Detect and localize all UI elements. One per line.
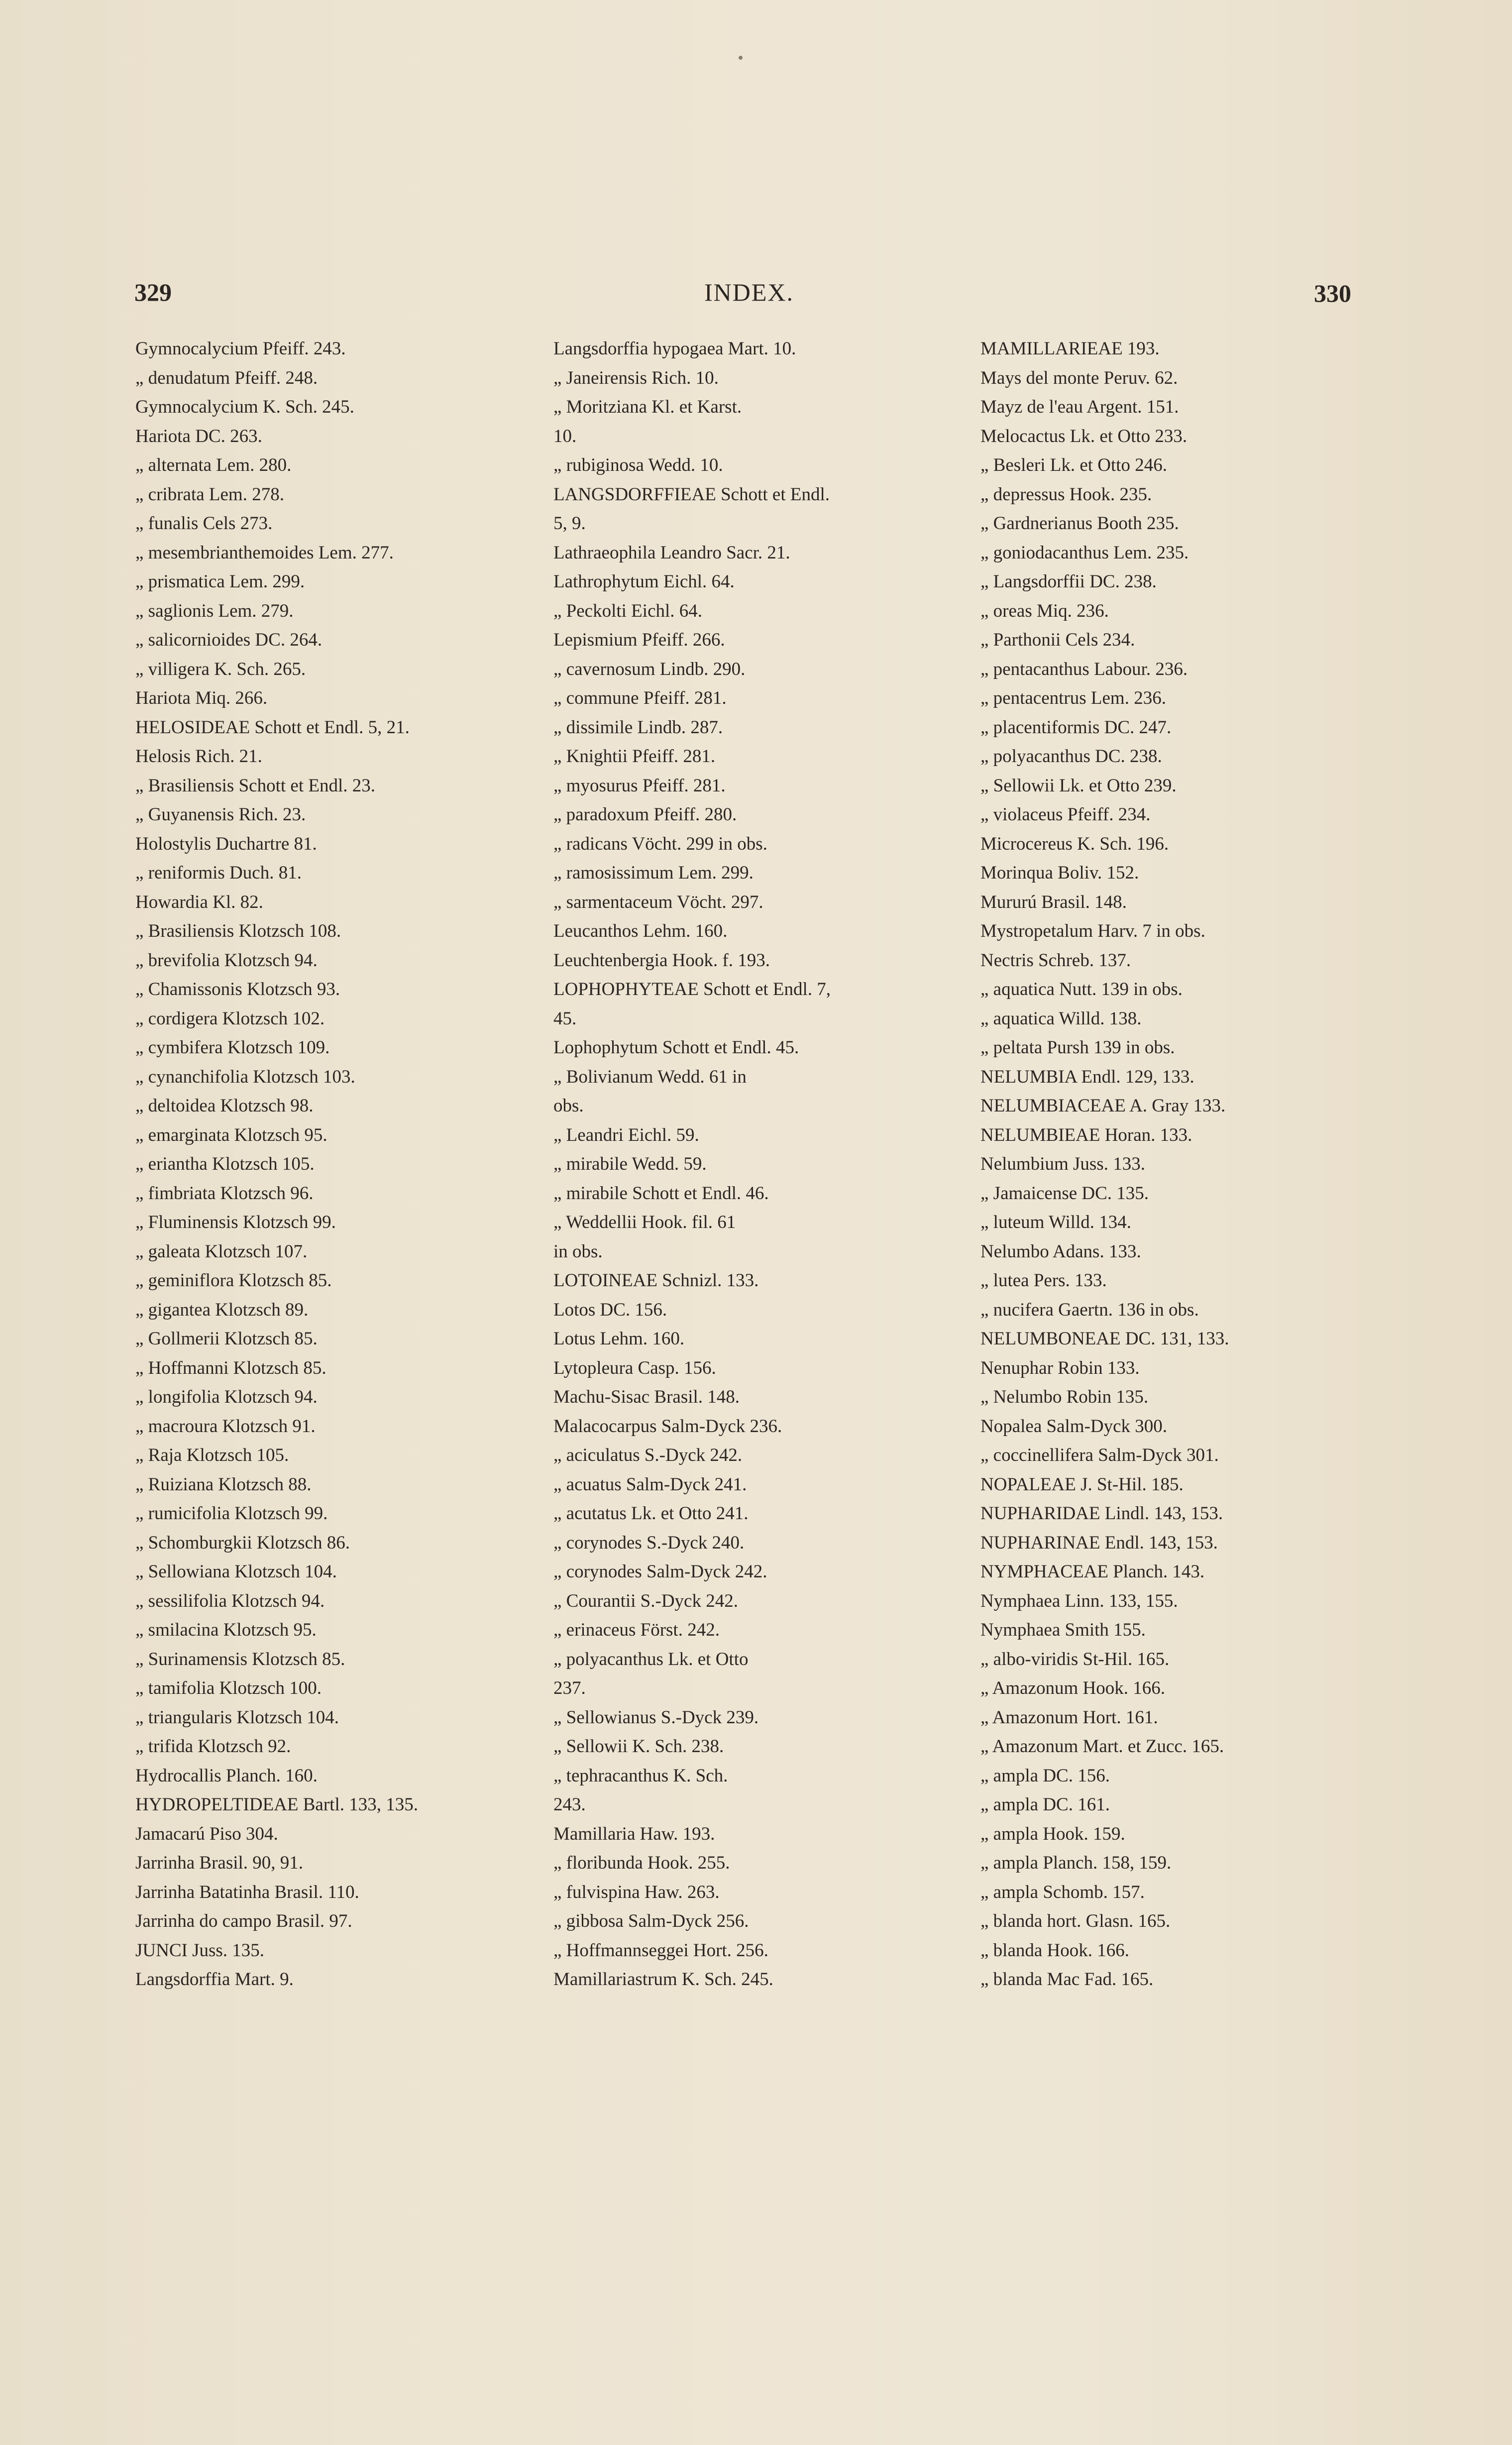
index-entry: Leuchtenbergia Hook. f. 193.: [553, 950, 770, 971]
index-entry: Jarrinha do campo Brasil. 97.: [135, 1911, 352, 1931]
index-entry: „ fimbriata Klotzsch 96.: [135, 1183, 314, 1204]
index-entry: „ triangularis Klotzsch 104.: [135, 1707, 339, 1728]
index-entry: Nelumbium Juss. 133.: [980, 1154, 1145, 1174]
index-entry: Holostylis Duchartre 81.: [135, 833, 317, 854]
index-entry: „ villigera K. Sch. 265.: [135, 659, 306, 679]
index-entry: „ acuatus Salm-Dyck 241.: [553, 1474, 747, 1495]
index-entry: „ Jamaicense DC. 135.: [980, 1183, 1149, 1204]
index-entry: „ cribrata Lem. 278.: [135, 484, 284, 505]
index-entry: „ goniodacanthus Lem. 235.: [980, 542, 1189, 563]
index-entry: „ rumicifolia Klotzsch 99.: [135, 1503, 328, 1524]
index-entry: „ Courantii S.-Dyck 242.: [553, 1590, 738, 1611]
index-entry: „ ampla Schomb. 157.: [980, 1882, 1145, 1902]
index-entry: NELUMBIEAE Horan. 133.: [980, 1124, 1192, 1145]
index-entry: „ radicans Vöcht. 299 in obs.: [553, 833, 767, 854]
index-entry: „ ampla Planch. 158, 159.: [980, 1853, 1172, 1873]
index-entry: „ cymbifera Klotzsch 109.: [135, 1037, 330, 1058]
index-entry: „ dissimile Lindb. 287.: [553, 717, 723, 738]
index-entry: „ galeata Klotzsch 107.: [135, 1241, 308, 1262]
index-entry: „ Amazonum Mart. et Zucc. 165.: [980, 1736, 1224, 1757]
index-entry: „ erinaceus Först. 242.: [553, 1620, 720, 1640]
index-entry: Helosis Rich. 21.: [135, 746, 262, 767]
index-entry: „ deltoidea Klotzsch 98.: [135, 1096, 314, 1116]
index-entry: „ Sellowiana Klotzsch 104.: [135, 1561, 337, 1582]
index-entry: Lathrophytum Eichl. 64.: [553, 571, 735, 592]
index-entry: Jamacarú Piso 304.: [135, 1823, 278, 1844]
index-entry: „ albo-viridis St-Hil. 165.: [980, 1649, 1170, 1669]
index-entry: „ ramosissimum Lem. 299.: [553, 863, 754, 883]
index-entry: „ nucifera Gaertn. 136 in obs.: [980, 1299, 1199, 1320]
index-entry: „ Ruiziana Klotzsch 88.: [135, 1474, 312, 1495]
index-entry: Lotos DC. 156.: [553, 1299, 667, 1320]
index-entry: NUPHARINAE Endl. 143, 153.: [980, 1532, 1218, 1553]
index-entry: „ Brasiliensis Schott et Endl. 23.: [135, 775, 375, 796]
index-entry: „ gibbosa Salm-Dyck 256.: [553, 1911, 749, 1931]
index-entry: HELOSIDEAE Schott et Endl. 5, 21.: [135, 717, 410, 738]
index-entry: Mamillariastrum K. Sch. 245.: [553, 1969, 773, 1990]
speck: [739, 56, 743, 60]
index-entry: „ polyacanthus Lk. et Otto: [553, 1649, 749, 1669]
index-entry: „ blanda hort. Glasn. 165.: [980, 1911, 1171, 1931]
index-entry: obs.: [553, 1096, 584, 1116]
index-entry: LOPHOPHYTEAE Schott et Endl. 7,: [553, 979, 831, 1000]
index-entry: „ luteum Willd. 134.: [980, 1212, 1132, 1232]
index-entry: Mays del monte Peruv. 62.: [980, 367, 1178, 388]
page-title: INDEX.: [704, 278, 794, 306]
index-entry: „ acutatus Lk. et Otto 241.: [553, 1503, 749, 1524]
index-entry: „ trifida Klotzsch 92.: [135, 1736, 291, 1757]
index-entry: Nymphaea Linn. 133, 155.: [980, 1590, 1178, 1611]
page-header: [134, 278, 1351, 318]
index-entry: „ Knightii Pfeiff. 281.: [553, 746, 716, 767]
index-entry: „ tephracanthus K. Sch.: [553, 1765, 728, 1786]
index-entry: Lophophytum Schott et Endl. 45.: [553, 1037, 799, 1058]
index-entry: „ ampla DC. 161.: [980, 1794, 1110, 1815]
index-entry: „ Sellowii K. Sch. 238.: [553, 1736, 724, 1757]
index-entry: „ mirabile Wedd. 59.: [553, 1154, 707, 1174]
index-entry: „ Moritziana Kl. et Karst.: [553, 397, 742, 417]
index-entry: „ paradoxum Pfeiff. 280.: [553, 804, 737, 825]
index-entry: Gymnocalycium K. Sch. 245.: [135, 397, 354, 417]
index-entry: NYMPHACEAE Planch. 143.: [980, 1561, 1205, 1582]
index-entry: Nopalea Salm-Dyck 300.: [980, 1416, 1168, 1437]
index-entry: „ commune Pfeiff. 281.: [553, 688, 727, 708]
index-entry: Machu-Sisac Brasil. 148.: [553, 1387, 740, 1407]
index-entry: Langsdorffia hypogaea Mart. 10.: [553, 338, 796, 359]
index-entry: „ Leandri Eichl. 59.: [553, 1124, 699, 1145]
index-entry: „ mirabile Schott et Endl. 46.: [553, 1183, 769, 1204]
index-entry: 45.: [553, 1008, 577, 1029]
index-entry: in obs.: [553, 1241, 603, 1262]
index-entry: „ peltata Pursh 139 in obs.: [980, 1037, 1175, 1058]
index-entry: „ rubiginosa Wedd. 10.: [553, 455, 723, 475]
index-entry: LANGSDORFFIEAE Schott et Endl.: [553, 484, 830, 505]
index-entry: „ macroura Klotzsch 91.: [135, 1416, 316, 1437]
index-entry: „ saglionis Lem. 279.: [135, 600, 294, 621]
index-entry: „ ampla Hook. 159.: [980, 1823, 1125, 1844]
index-entry: Nenuphar Robin 133.: [980, 1357, 1140, 1378]
index-entry: „ alternata Lem. 280.: [135, 455, 292, 475]
index-entry: „ Surinamensis Klotzsch 85.: [135, 1649, 345, 1669]
index-entry: Mayz de l'eau Argent. 151.: [980, 397, 1179, 417]
index-entry: „ Amazonum Hook. 166.: [980, 1678, 1165, 1698]
index-entry: „ blanda Mac Fad. 165.: [980, 1969, 1154, 1990]
index-entry: „ Parthonii Cels 234.: [980, 630, 1135, 650]
index-entry: Langsdorffia Mart. 9.: [135, 1969, 294, 1990]
index-entry: „ Gardnerianus Booth 235.: [980, 513, 1179, 534]
index-entry: 237.: [553, 1678, 586, 1698]
index-entry: „ violaceus Pfeiff. 234.: [980, 804, 1151, 825]
index-entry: „ Amazonum Hort. 161.: [980, 1707, 1158, 1728]
index-entry: „ eriantha Klotzsch 105.: [135, 1154, 315, 1174]
index-entry: Hydrocallis Planch. 160.: [135, 1765, 318, 1786]
index-entry: „ Nelumbo Robin 135.: [980, 1387, 1149, 1407]
index-entry: Malacocarpus Salm-Dyck 236.: [553, 1416, 782, 1437]
index-entry: „ Brasiliensis Klotzsch 108.: [135, 921, 341, 941]
index-entry: „ cavernosum Lindb. 290.: [553, 659, 746, 679]
index-entry: MAMILLARIEAE 193.: [980, 338, 1160, 359]
index-entry: „ mesembrianthemoides Lem. 277.: [135, 542, 394, 563]
index-entry: „ aciculatus S.-Dyck 242.: [553, 1445, 743, 1465]
index-entry: „ Janeirensis Rich. 10.: [553, 367, 719, 388]
index-entry: „ aquatica Willd. 138.: [980, 1008, 1142, 1029]
index-column-1: [135, 334, 548, 1995]
index-entry: Jarrinha Brasil. 90, 91.: [135, 1853, 304, 1873]
index-entry: „ ampla DC. 156.: [980, 1765, 1110, 1786]
index-entry: Jarrinha Batatinha Brasil. 110.: [135, 1882, 359, 1902]
index-entry: Hariota Miq. 266.: [135, 688, 268, 708]
index-entry: „ Hoffmanni Klotzsch 85.: [135, 1357, 326, 1378]
index-entry: Howardia Kl. 82.: [135, 891, 263, 912]
index-entry: „ oreas Miq. 236.: [980, 600, 1109, 621]
index-entry: „ Besleri Lk. et Otto 246.: [980, 455, 1168, 475]
index-entry: Nymphaea Smith 155.: [980, 1620, 1146, 1640]
index-entry: „ floribunda Hook. 255.: [553, 1853, 730, 1873]
index-entry: „ Gollmerii Klotzsch 85.: [135, 1329, 318, 1349]
index-entry: 5, 9.: [553, 513, 586, 534]
index-entry: Mystropetalum Harv. 7 in obs.: [980, 921, 1205, 941]
index-entry: „ cynanchifolia Klotzsch 103.: [135, 1066, 355, 1087]
index-entry: NELUMBONEAE DC. 131, 133.: [980, 1329, 1229, 1349]
index-entry: 10.: [553, 426, 577, 446]
index-entry: „ geminiflora Klotzsch 85.: [135, 1270, 332, 1291]
right-page-number: 330: [1314, 279, 1351, 307]
index-entry: Lytopleura Casp. 156.: [553, 1357, 716, 1378]
index-entry: Lepismium Pfeiff. 266.: [553, 630, 725, 650]
index-entry: „ pentacanthus Labour. 236.: [980, 659, 1188, 679]
index-entry: „ Schomburgkii Klotzsch 86.: [135, 1532, 350, 1553]
index-entry: „ coccinellifera Salm-Dyck 301.: [980, 1445, 1219, 1465]
index-entry: „ Chamissonis Klotzsch 93.: [135, 979, 340, 1000]
index-column-2: [553, 334, 952, 1995]
index-entry: „ Sellowii Lk. et Otto 239.: [980, 775, 1177, 796]
index-entry: NOPALEAE J. St-Hil. 185.: [980, 1474, 1184, 1495]
index-entry: „ corynodes S.-Dyck 240.: [553, 1532, 745, 1553]
index-entry: NELUMBIACEAE A. Gray 133.: [980, 1096, 1226, 1116]
index-entry: „ Bolivianum Wedd. 61 in: [553, 1066, 747, 1087]
index-entry: „ polyacanthus DC. 238.: [980, 746, 1162, 767]
index-entry: Lathraeophila Leandro Sacr. 21.: [553, 542, 790, 563]
index-entry: NELUMBIA Endl. 129, 133.: [980, 1066, 1194, 1087]
index-column-3: [980, 334, 1389, 1995]
index-entry: NUPHARIDAE Lindl. 143, 153.: [980, 1503, 1223, 1524]
index-entry: „ depressus Hook. 235.: [980, 484, 1152, 505]
index-entry: „ lutea Pers. 133.: [980, 1270, 1107, 1291]
index-entry: „ Sellowianus S.-Dyck 239.: [553, 1707, 759, 1728]
index-entry: „ prismatica Lem. 299.: [135, 571, 305, 592]
index-entry: „ longifolia Klotzsch 94.: [135, 1387, 318, 1407]
index-entry: „ reniformis Duch. 81.: [135, 863, 302, 883]
index-entry: „ corynodes Salm-Dyck 242.: [553, 1561, 767, 1582]
index-entry: Gymnocalycium Pfeiff. 243.: [135, 338, 346, 359]
index-entry: JUNCI Juss. 135.: [135, 1940, 265, 1961]
index-entry: „ emarginata Klotzsch 95.: [135, 1124, 327, 1145]
left-page-number: 329: [134, 278, 172, 306]
index-entry: „ cordigera Klotzsch 102.: [135, 1008, 325, 1029]
index-entry: „ Guyanensis Rich. 23.: [135, 804, 306, 825]
index-entry: „ fulvispina Haw. 263.: [553, 1882, 720, 1902]
index-entry: „ tamifolia Klotzsch 100.: [135, 1678, 322, 1698]
index-entry: „ salicornioides DC. 264.: [135, 630, 323, 650]
index-entry: Leucanthos Lehm. 160.: [553, 921, 728, 941]
index-entry: „ blanda Hook. 166.: [980, 1940, 1130, 1961]
index-entry: „ sarmentaceum Vöcht. 297.: [553, 891, 763, 912]
index-entry: Lotus Lehm. 160.: [553, 1329, 685, 1349]
index-entry: „ Fluminensis Klotzsch 99.: [135, 1212, 336, 1232]
index-entry: „ aquatica Nutt. 139 in obs.: [980, 979, 1183, 1000]
index-entry: „ myosurus Pfeiff. 281.: [553, 775, 726, 796]
index-entry: Mamillaria Haw. 193.: [553, 1823, 715, 1844]
index-entry: 243.: [553, 1794, 586, 1815]
index-entry: Nectris Schreb. 137.: [980, 950, 1131, 971]
index-entry: „ Hoffmannseggei Hort. 256.: [553, 1940, 768, 1961]
index-entry: „ gigantea Klotzsch 89.: [135, 1299, 309, 1320]
index-entry: „ smilacina Klotzsch 95.: [135, 1620, 317, 1640]
index-entry: Microcereus K. Sch. 196.: [980, 833, 1169, 854]
index-entry: Hariota DC. 263.: [135, 426, 262, 446]
index-entry: „ sessilifolia Klotzsch 94.: [135, 1590, 325, 1611]
index-entry: LOTOINEAE Schnizl. 133.: [553, 1270, 759, 1291]
index-entry: „ pentacentrus Lem. 236.: [980, 688, 1166, 708]
index-entry: HYDROPELTIDEAE Bartl. 133, 135.: [135, 1794, 418, 1815]
index-entry: Mururú Brasil. 148.: [980, 891, 1127, 912]
index-entry: Melocactus Lk. et Otto 233.: [980, 426, 1188, 446]
index-entry: Morinqua Boliv. 152.: [980, 863, 1139, 883]
index-entry: „ Raja Klotzsch 105.: [135, 1445, 289, 1465]
index-entry: „ denudatum Pfeiff. 248.: [135, 367, 318, 388]
index-entry: „ Weddellii Hook. fil. 61: [553, 1212, 736, 1232]
index-entry: „ Peckolti Eichl. 64.: [553, 600, 703, 621]
index-entry: „ brevifolia Klotzsch 94.: [135, 950, 318, 971]
index-entry: „ placentiformis DC. 247.: [980, 717, 1172, 738]
index-entry: „ funalis Cels 273.: [135, 513, 273, 534]
index-entry: „ Langsdorffii DC. 238.: [980, 571, 1157, 592]
index-entry: Nelumbo Adans. 133.: [980, 1241, 1141, 1262]
